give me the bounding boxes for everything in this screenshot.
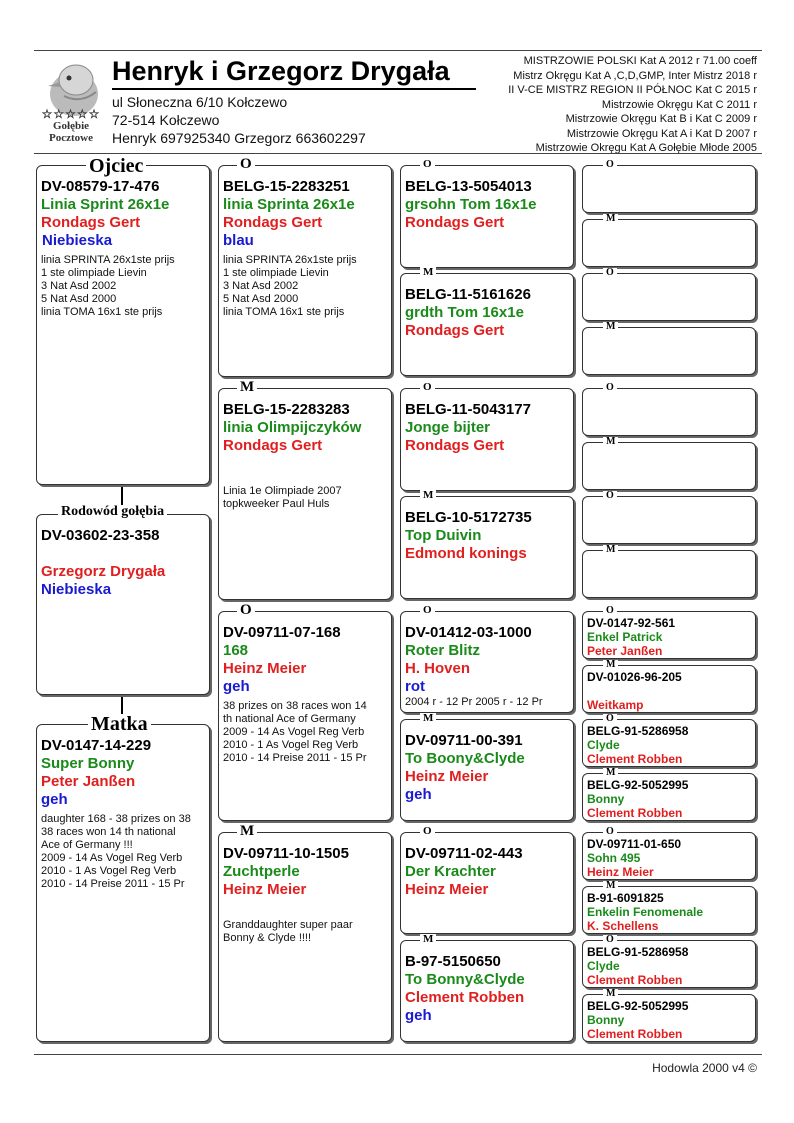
achievement: Mistrzowie Okręgu Kat A Gołębie Młode 2005 <box>535 142 757 154</box>
breeder-name: Heinz Meier <box>405 768 489 785</box>
dam-marker: M <box>603 768 618 778</box>
ring-number: DV-01026-96-205 <box>587 670 682 684</box>
dam-marker: M <box>237 824 257 839</box>
ancestor-card[interactable] <box>582 219 756 267</box>
header-rule <box>34 153 762 154</box>
ancestor-card[interactable] <box>582 940 756 988</box>
pigeon-name: grdth Tom 16x1e <box>405 304 524 321</box>
pigeon-name: Der Krachter <box>405 863 496 880</box>
achievement: MISTRZOWIE POLSKI Kat A 2012 r 71.00 coeff <box>523 55 757 67</box>
pigeon-name <box>587 684 751 698</box>
sire-marker: O <box>420 605 435 616</box>
ring-number: DV-08579-17-476 <box>41 178 160 195</box>
achievements <box>508 54 757 156</box>
great-grandsire-card[interactable] <box>400 611 574 713</box>
achievement: Mistrzowie Okręgu Kat B i Kat C 2009 r <box>565 113 757 125</box>
breeder-name: Rondags Gert <box>223 214 323 231</box>
ancestor-card[interactable] <box>582 550 756 598</box>
breeder-name: Weitkamp <box>587 698 644 712</box>
pigeon-color <box>223 455 387 473</box>
pigeon-name: Super Bonny <box>41 755 135 772</box>
great-granddam-card[interactable] <box>400 719 574 821</box>
sire-marker: O <box>603 714 617 724</box>
dam-marker: M <box>603 881 618 891</box>
dam-marker: M <box>603 989 618 999</box>
breeder-name: Rondags Gert <box>223 437 323 454</box>
ring-number: DV-09711-01-650 <box>587 837 682 851</box>
breeder-name: Heinz Meier <box>223 660 307 677</box>
pigeon-name: linia Sprinta 26x1e <box>223 196 355 213</box>
great-grandsire-card[interactable] <box>400 388 574 491</box>
pigeon-color <box>223 899 387 907</box>
ancestor-card[interactable] <box>582 165 756 213</box>
breeder-name: Clement Robben <box>587 806 683 820</box>
ring-number: DV-0147-14-229 <box>41 737 152 754</box>
pigeon-name: Jonge bijter <box>405 419 491 436</box>
pigeon-name: linia Olimpijczyków <box>223 419 362 436</box>
ancestor-card[interactable] <box>582 273 756 321</box>
sire-marker: O <box>603 491 617 501</box>
great-grandsire-card[interactable] <box>400 832 574 934</box>
ancestor-card[interactable] <box>582 773 756 821</box>
ring-number: DV-03602-23-358 <box>41 527 160 544</box>
pedigree-notes: linia SPRINTA 26x1ste prijs 1 ste olimpiade Lievin 3 Nat Asd 2002 5 Nat Asd 2000 linia TOMA 16x1 ste prijs <box>223 254 357 318</box>
breeder-name: Peter Janßen <box>587 644 663 658</box>
pigeon-name: Zuchtperle <box>223 863 300 880</box>
granddam-card[interactable] <box>218 388 392 600</box>
pigeon-name: Enkel Patrick <box>587 630 663 644</box>
achievement: II V-CE MISTRZ REGION II PÓŁNOC Kat C 2015 r <box>508 84 757 96</box>
pedigree-notes: Linia 1e Olimpiade 2007 topkweeker Paul Huls <box>223 485 342 510</box>
sire-marker: O <box>237 157 255 172</box>
ring-number: DV-0147-92-561 <box>587 616 676 630</box>
dam-marker: M <box>420 267 436 278</box>
ring-number: BELG-92-5052995 <box>587 999 689 1013</box>
sire-marker: O <box>420 826 435 837</box>
top-rule <box>34 50 762 51</box>
address-line-2: 72-514 Kołczewo <box>112 112 220 128</box>
pedigree-notes: daughter 168 - 38 prizes on 38 38 races won 14 th national Ace of Germany !!! 2009 - 14 As Vogel Reg Verb 2010 - 1 As Vogel Reg Verb 2010 - 14 Preise 2011 - 15 Pr <box>41 813 191 890</box>
ancestor-card[interactable] <box>582 442 756 490</box>
achievement: Mistrz Okręgu Kat A ,C,D,GMP, Inter Mistrz 2018 r <box>513 69 757 82</box>
footer-credit: Hodowla 2000 v4 © <box>652 1061 757 1075</box>
pigeon-color: rot <box>405 678 425 695</box>
breeder-name: Clement Robben <box>587 973 683 987</box>
footer-rule <box>34 1054 762 1055</box>
pedigree-notes: linia SPRINTA 26x1ste prijs 1 ste olimpiade Lievin 3 Nat Asd 2002 5 Nat Asd 2000 linia TOMA 16x1 ste prijs <box>41 254 175 318</box>
title-underline <box>112 88 476 90</box>
ring-number: BELG-15-2283283 <box>223 401 350 418</box>
ancestor-card[interactable] <box>582 496 756 544</box>
pigeon-name: Bonny <box>587 792 625 806</box>
achievement: Mistrzowie Okręgu Kat C 2011 r <box>601 98 757 111</box>
grandsire-card[interactable] <box>218 165 392 377</box>
sire-marker: O <box>603 935 617 945</box>
phone-line: Henryk 697925340 Grzegorz 663602297 <box>112 130 366 146</box>
sire-marker: O <box>603 383 617 393</box>
dam-marker: M <box>603 322 618 332</box>
breeder-name: Heinz Meier <box>587 865 654 879</box>
mother-card[interactable] <box>36 724 210 1042</box>
breeder-name: Rondags Gert <box>405 214 505 231</box>
pigeon-name: Enkelin Fenomenale <box>587 905 704 919</box>
ancestor-card[interactable] <box>582 994 756 1042</box>
ring-number: DV-09711-07-168 <box>223 624 341 641</box>
sire-marker: O <box>603 160 617 170</box>
pigeon-color: Niebieska <box>41 581 112 598</box>
ring-number: BELG-91-5286958 <box>587 945 689 959</box>
sire-marker: O <box>603 827 617 837</box>
ancestor-card[interactable] <box>582 832 756 880</box>
achievement: Mistrzowie Okręgu Kat A i Kat D 2007 r <box>566 127 757 140</box>
sire-marker: O <box>420 382 435 393</box>
pigeon-name: Linia Sprint 26x1e <box>41 196 170 213</box>
sire-marker: O <box>603 268 617 278</box>
ring-number: DV-09711-02-443 <box>405 845 523 862</box>
ancestor-card[interactable] <box>582 327 756 375</box>
ancestor-card[interactable] <box>582 665 756 713</box>
great-grandsire-card[interactable] <box>400 165 574 268</box>
great-granddam-card[interactable] <box>400 940 574 1042</box>
breeder-name: Clement Robben <box>587 1027 683 1041</box>
father-label: Ojciec <box>86 156 146 176</box>
dam-marker: M <box>603 660 618 670</box>
dam-marker: M <box>603 214 618 224</box>
ring-number: BELG-11-5043177 <box>405 401 531 418</box>
pigeon-name: Clyde <box>587 959 620 973</box>
pigeon-color: geh <box>41 791 68 808</box>
dam-marker: M <box>603 437 618 447</box>
breeder-name: H. Hoven <box>405 660 471 677</box>
breeder-name: Edmond konings <box>405 545 527 562</box>
sire-marker: O <box>237 603 255 618</box>
pedigree-notes: 38 prizes on 38 races won 14 th national Ace of Germany 2009 - 14 As Vogel Reg Verb 2010 - 1 As Vogel Reg Verb 2010 - 14 Preise 2011 - 15 Pr <box>223 700 367 764</box>
pigeon-name: To Boony&Clyde <box>405 750 525 767</box>
ancestor-card[interactable] <box>582 719 756 767</box>
ring-number: BELG-92-5052995 <box>587 778 689 792</box>
breeder-name: Rondags Gert <box>405 437 505 454</box>
pigeon-color: geh <box>405 1007 432 1024</box>
subject-label: Rodowód gołębia <box>58 505 167 519</box>
ancestor-card[interactable] <box>582 886 756 934</box>
pigeon-name: Bonny <box>587 1013 625 1027</box>
ring-number: DV-09711-10-1505 <box>223 845 349 862</box>
pigeon-name: To Bonny&Clyde <box>405 971 525 988</box>
pigeon-name: Top Duivin <box>405 527 482 544</box>
ring-number: BELG-13-5054013 <box>405 178 532 195</box>
breeder-name: Clement Robben <box>405 989 525 1006</box>
mother-label: Matka <box>88 714 151 734</box>
ring-number: BELG-91-5286958 <box>587 724 689 738</box>
pigeon-name: Roter Blitz <box>405 642 480 659</box>
great-granddam-card[interactable] <box>400 496 574 599</box>
ring-number: BELG-10-5172735 <box>405 509 532 526</box>
ring-number: BELG-11-5161626 <box>405 286 531 303</box>
ring-number: B-97-5150650 <box>405 953 501 970</box>
ring-number: B-91-6091825 <box>587 891 664 905</box>
breeder-name: Heinz Meier <box>405 881 489 898</box>
ancestor-card[interactable] <box>582 388 756 436</box>
ring-number: BELG-15-2283251 <box>223 178 350 195</box>
granddam-card[interactable] <box>218 832 392 1042</box>
pigeon-name: 168 <box>223 642 249 659</box>
breeder-name: Rondags Gert <box>405 322 505 339</box>
sire-marker: O <box>420 159 435 170</box>
logo-text-1: Gołębie <box>52 120 90 132</box>
pigeon-color: geh <box>223 678 250 695</box>
breeder-name: K. Schellens <box>587 919 659 933</box>
pedigree-notes: 2004 r - 12 Pr 2005 r - 12 Pr <box>405 696 543 708</box>
subject-card[interactable] <box>36 514 210 695</box>
breeder-name: Heinz Meier <box>223 881 307 898</box>
spacer <box>41 545 205 563</box>
pigeon-name: grsohn Tom 16x1e <box>405 196 537 213</box>
breeder-name: Grzegorz Drygała <box>41 563 166 580</box>
dam-marker: M <box>420 713 436 724</box>
pigeon-color: geh <box>405 786 432 803</box>
address-line-1: ul Słoneczna 6/10 Kołczewo <box>112 94 288 110</box>
breeder-name: Peter Janßen <box>41 773 136 790</box>
pigeon-name: Sohn 495 <box>587 851 641 865</box>
ring-number: DV-09711-00-391 <box>405 732 523 749</box>
logo <box>36 56 106 146</box>
pedigree-notes: Granddaughter super paar Bonny & Clyde !!!! <box>223 919 353 944</box>
dam-marker: M <box>237 380 257 395</box>
grandsire-card[interactable] <box>218 611 392 821</box>
pigeon-color: blau <box>223 232 254 249</box>
logo-text-2: Pocztowe <box>49 132 93 144</box>
breeder-name: Rondags Gert <box>41 214 141 231</box>
dam-marker: M <box>420 934 436 945</box>
great-granddam-card[interactable] <box>400 273 574 376</box>
pigeon-color: Niebieska <box>42 232 113 249</box>
breeder-name: Clement Robben <box>587 752 683 766</box>
dam-marker: M <box>603 545 618 555</box>
sire-marker: O <box>603 606 617 616</box>
ring-number: DV-01412-03-1000 <box>405 624 532 641</box>
breeder-title: Henryk i Grzegorz Drygała <box>112 56 450 86</box>
logo-stars: ☆☆☆☆☆ <box>41 107 101 121</box>
dam-marker: M <box>420 490 436 501</box>
ancestor-card[interactable] <box>582 611 756 659</box>
pigeon-name: Clyde <box>587 738 620 752</box>
father-card[interactable] <box>36 165 210 485</box>
